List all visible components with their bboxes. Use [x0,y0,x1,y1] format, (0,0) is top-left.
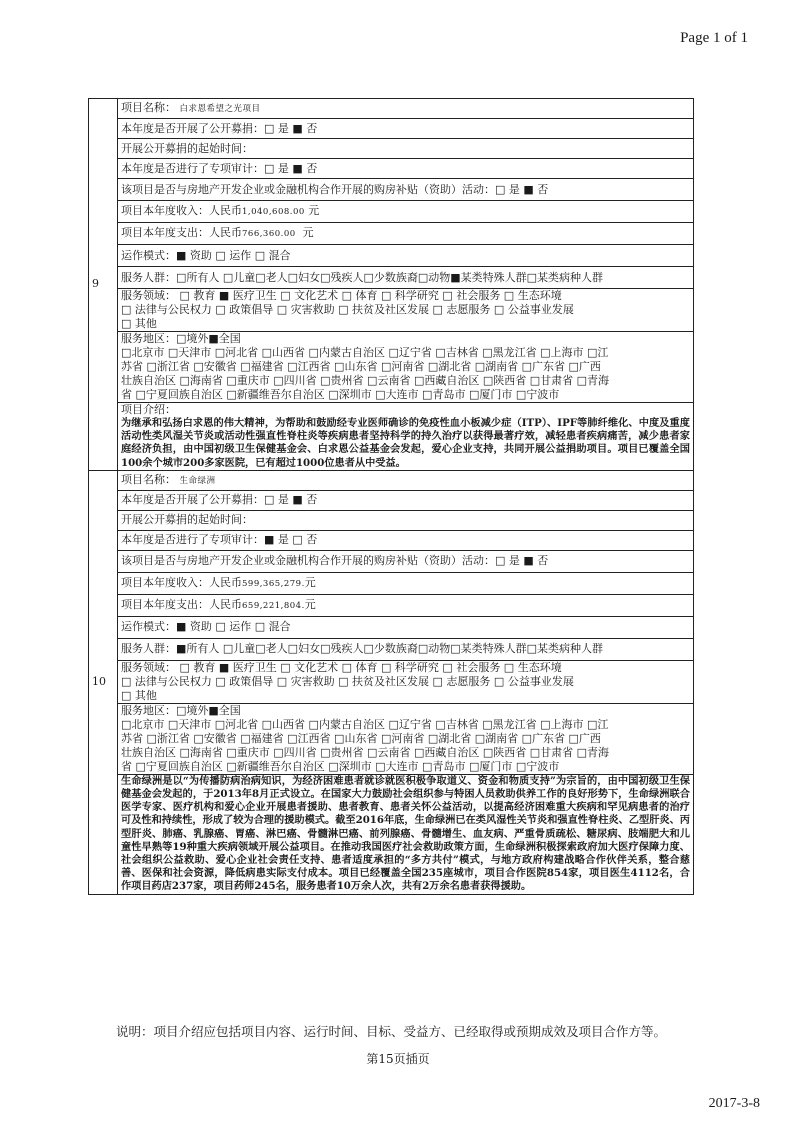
income-value: 1,040,608.00 [242,207,305,217]
print-date: 2017-3-8 [708,1096,760,1111]
real-estate-row: 该项目是否与房地产开发企业或金融机构合作开展的购房补贴（资助）活动：□ 是 ■ 否 [118,550,694,572]
fundraise-row: 本年度是否开展了公开募捐：□ 是 ■ 否 [118,490,694,510]
project-number: 10 [89,470,118,894]
table-row [89,99,694,119]
intro-label: 项目介绍： [121,403,176,416]
income-label: 项目本年度收入：人民币 [121,204,242,217]
table-row [89,470,694,490]
income-row [118,572,694,594]
field-cell [118,660,694,703]
area-line: 省 □宁夏回族自治区 □新疆维吾尔自治区 □深圳市 □大连市 □青岛市 □厦门市 □宁波市 [121,759,560,773]
expense-label: 项目本年度支出：人民币 [121,226,242,239]
income-unit: 元 [308,204,320,217]
real-estate-row: 该项目是否与房地产开发企业或金融机构合作开展的购房补贴（资助）活动：□ 是 ■ 否 [118,179,694,201]
income-label: 项目本年度收入：人民币 [121,575,242,589]
project-name-cell [118,99,694,119]
income-unit: 元 [304,575,316,589]
expense-label: 项目本年度支出：人民币 [121,597,242,611]
field-cell [118,289,694,332]
area-cell [118,703,694,774]
area-line: □北京市 □天津市 □河北省 □山西省 □内蒙古自治区 □辽宁省 □吉林省 □黑龙江省 □上海市 □江 [121,346,609,359]
intro-text: 生命绿洲是以“为传播防病治病知识，为经济困难患者就诊就医积极争取道义、资金和物质支持”为宗旨的，由中国初级卫生保健基金会发起的，于2013年8月正式设立。在国家大力鼓励社会组织参与特困人员救助供养工作的良好形势下，生命绿洲联合医学专家、医疗机构和爱心企业开展患者援助、患者教育、患者关怀公益活动，以提高经济困难重大疾病和罕见病患者的治疗可及性和持续性，形成了较为合理的援助模式。截至2016年底，生命绿洲已在类风湿性关节炎和强直性脊柱炎、乙型肝炎、丙型肝炎、肺癌、乳腺癌、胃癌、淋巴癌、骨髓淋巴癌、前列腺癌、骨髓增生、血友病、严重骨质疏松、糖尿病、肢端肥大和儿童性早熟等19种重大疾病领域开展公益项目。在推动我国医疗社会救助政策方面，生命绿洲积极探索政府加大医疗保障力度、社会组织公益救助、爱心企业社会责任支持、患者适度承担的“多方共付”模式，与地方政府构建战略合作伙伴关系，整合慈善、医保和社会资源，降低病患实际支付成本。项目已经覆盖全国235座城市，项目合作医院854家，项目医生4112名，合作项目药店237家，项目药师245名，服务患者10万余人次，共有2万余名患者获得援助。 [121,774,690,893]
area-line: 苏省 □浙江省 □安徽省 □福建省 □江西省 □山东省 □河南省 □湖北省 □湖南省 □广东省 □广西 [121,360,601,373]
field-line: □ 法律与公民权力 □ 政策倡导 □ 灾害救助 □ 扶贫及社区发展 □ 志愿服务 □ 公益事业发展 [121,303,574,316]
explanation-note: 说明：项目介绍应包括项目内容、运行时间、目标、受益方、已经取得或预期成效及项目合作方等。 [116,1024,667,1039]
fundraise-row: 本年度是否开展了公开募捐：□ 是 ■ 否 [118,119,694,139]
expense-value: 659,221,804. [242,600,305,611]
project-name-label: 项目名称： [121,472,176,486]
mode-row: 运作模式：■ 资助 □ 运作 □ 混合 [118,245,694,267]
expense-row [118,594,694,616]
area-line: 壮族自治区 □海南省 □重庆市 □四川省 □贵州省 □云南省 □西藏自治区 □陕西省 □甘肃省 □青海 [121,745,610,759]
people-row: 服务人群：□所有人 □儿童□老人□妇女□残疾人□少数族裔□动物■某类特殊人群□某类病种人群 [118,267,694,289]
mode-row: 运作模式：■ 资助 □ 运作 □ 混合 [118,616,694,638]
field-line: □ 其他 [121,688,157,702]
expense-unit: 元 [304,597,316,611]
people-row: 服务人群：■所有人 □儿童□老人□妇女□残疾人□少数族裔□动物□某类特殊人群□某类病种人群 [118,638,694,660]
field-line: 服务领域： □ 教育 ■ 医疗卫生 □ 文化艺术 □ 体育 □ 科学研究 □ 社会服务 □ 生态环境 [121,289,562,302]
field-line: □ 其他 [121,317,157,330]
project-table [88,98,694,895]
intro-text: 为继承和弘扬白求恩的伟大精神，为帮助和鼓励经专业医师确诊的免疫性血小板减少症（ITP）、IPF等肺纤维化、中度及重度活动性类风湿关节炎或活动性强直性脊柱炎等疾病患者坚持科学的持久治疗以获得最著疗效，减轻患者疾病痛苦，减少患者家庭经济负担，由中国初级卫生保健基金会、白求恩公益基金会发起，爱心企业支持，共同开展公益捐助项目。项目已覆盖全国100余个城市200多家医院，已有超过1000位患者从中受益。 [121,417,690,469]
fundraise-start-row: 开展公开募捐的起始时间： [118,510,694,530]
expense-value: 766,360.00 [242,229,296,239]
project-number: 9 [89,99,118,471]
area-line: 壮族自治区 □海南省 □重庆市 □四川省 □贵州省 □云南省 □西藏自治区 □陕西省 □甘肃省 □青海 [121,374,610,387]
income-value: 599,365,279. [242,578,305,589]
intro-cell [118,774,694,894]
income-row [118,201,694,223]
project-name-cell [118,470,694,490]
fundraise-start-row: 开展公开募捐的起始时间： [118,139,694,159]
audit-row: 本年度是否进行了专项审计：■ 是 □ 否 [118,530,694,550]
audit-row: 本年度是否进行了专项审计：□ 是 ■ 否 [118,159,694,179]
field-line: 服务领域： □ 教育 ■ 医疗卫生 □ 文化艺术 □ 体育 □ 科学研究 □ 社会服务 □ 生态环境 [121,660,562,674]
expense-row [118,223,694,245]
project-name: 生命绿洲 [179,475,216,486]
expense-unit: 元 [302,226,314,239]
page-insert-label: 第15页插页 [366,1052,430,1066]
area-line: □北京市 □天津市 □河北省 □山西省 □内蒙古自治区 □辽宁省 □吉林省 □黑龙江省 □上海市 □江 [121,717,609,731]
field-line: □ 法律与公民权力 □ 政策倡导 □ 灾害救助 □ 扶贫及社区发展 □ 志愿服务 □ 公益事业发展 [121,674,574,688]
area-line: 苏省 □浙江省 □安徽省 □福建省 □江西省 □山东省 □河南省 □湖北省 □湖南省 □广东省 □广西 [121,731,601,745]
area-line: 省 □宁夏回族自治区 □新疆维吾尔自治区 □深圳市 □大连市 □青岛市 □厦门市 □宁波市 [121,388,560,401]
project-name-label: 项目名称： [121,101,176,114]
area-line: 服务地区：□境外■全国 [121,703,241,717]
project-name: 白求恩希望之光项目 [179,104,261,114]
area-line: 服务地区：□境外■全国 [121,332,241,345]
area-cell [118,332,694,403]
page-number-label: Page 1 of 1 [680,30,748,46]
intro-cell [118,403,694,471]
